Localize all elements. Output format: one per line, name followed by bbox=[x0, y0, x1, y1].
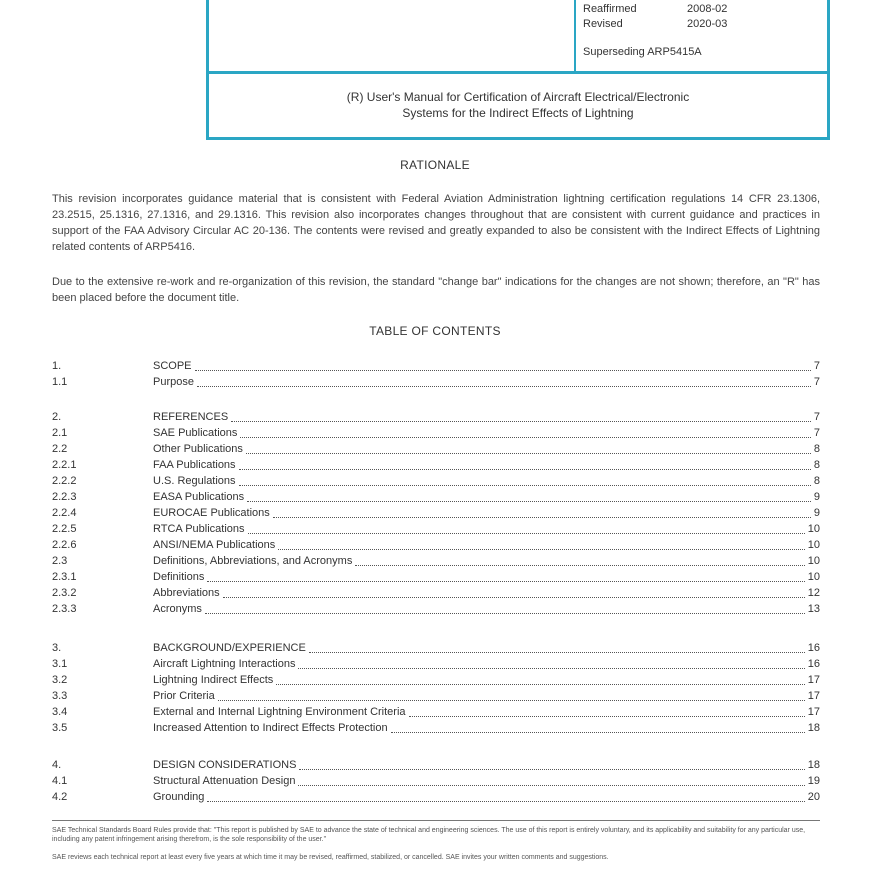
meta-value: 2020-03 bbox=[687, 18, 728, 30]
header-horizontal-divider bbox=[209, 71, 827, 74]
toc-entry[interactable] bbox=[52, 672, 820, 688]
toc-dot-leader bbox=[409, 716, 805, 717]
toc-dot-leader bbox=[218, 700, 805, 701]
toc-entry-number: 2.2 bbox=[52, 443, 68, 455]
toc-entry-number: 2.3.3 bbox=[52, 603, 77, 615]
toc-entry-title: FAA Publications bbox=[153, 459, 236, 471]
toc-entry-number: 3.2 bbox=[52, 674, 68, 686]
toc-entry-title: REFERENCES bbox=[153, 411, 229, 423]
toc-entry[interactable] bbox=[52, 585, 820, 601]
header-vertical-divider bbox=[574, 0, 576, 71]
toc-entry-title: Abbreviations bbox=[153, 587, 220, 599]
toc-entry[interactable] bbox=[52, 569, 820, 585]
toc-entry-page: 20 bbox=[807, 791, 820, 803]
toc-entry-title: DESIGN CONSIDERATIONS bbox=[153, 759, 297, 771]
toc-entry-page: 7 bbox=[813, 427, 820, 439]
toc-entry-page: 9 bbox=[813, 507, 820, 519]
toc-entry-page: 10 bbox=[807, 555, 820, 567]
toc-entry[interactable] bbox=[52, 773, 820, 789]
toc-entry-page: 12 bbox=[807, 587, 820, 599]
toc-entry-number: 3.1 bbox=[52, 658, 68, 670]
toc-entry-page: 7 bbox=[813, 376, 820, 388]
toc-entry-title: RTCA Publications bbox=[153, 523, 245, 535]
toc-entry-page: 17 bbox=[807, 706, 820, 718]
superseding-note: Superseding ARP5415A bbox=[583, 46, 702, 58]
toc-entry[interactable] bbox=[52, 473, 820, 489]
toc-entry-title: Structural Attenuation Design bbox=[153, 775, 296, 787]
toc-entry-page: 16 bbox=[807, 642, 820, 654]
toc-entry-number: 4.1 bbox=[52, 775, 68, 787]
rationale-paragraph-1: This revision incorporates guidance material that is consistent with Federal Aviation Administration lightning certification regulations 14 CFR 23.1306, 23.2515, 25.1316, 27.1316, and 29.1316. This revision also incorporates changes throughout that are consistent with current guidance and practices in support of the FAA Advisory Circular AC 20-136. The contents were revised and greatly expanded to also be consistent with the Indirect Effects of Lightning related contents of ARP5416. bbox=[52, 193, 820, 253]
toc-dot-leader bbox=[298, 668, 805, 669]
toc-dot-leader bbox=[391, 732, 805, 733]
toc-entry[interactable] bbox=[52, 656, 820, 672]
toc-entry-number: 2.2.3 bbox=[52, 491, 77, 503]
toc-entry-number: 2.1 bbox=[52, 427, 68, 439]
toc-entry-number: 3.3 bbox=[52, 690, 68, 702]
meta-row-revised bbox=[583, 17, 727, 32]
toc-entry-number: 1.1 bbox=[52, 376, 68, 388]
toc-entry-page: 7 bbox=[813, 411, 820, 423]
toc-dot-leader bbox=[247, 501, 811, 502]
toc-entry-page: 19 bbox=[807, 775, 820, 787]
toc-entry-page: 17 bbox=[807, 674, 820, 686]
toc-entry-page: 18 bbox=[807, 722, 820, 734]
toc-entry-title: Grounding bbox=[153, 791, 205, 803]
rationale-heading: RATIONALE bbox=[400, 158, 470, 172]
toc-dot-leader bbox=[273, 517, 811, 518]
document-title-line-2: Systems for the Indirect Effects of Lightning bbox=[402, 106, 634, 120]
meta-label: Revised bbox=[583, 18, 623, 30]
document-title-line-1: (R) User's Manual for Certification of Aircraft Electrical/Electronic bbox=[346, 90, 690, 104]
rationale-paragraph-2: Due to the extensive re-work and re-organization of this revision, the standard "change bar" indications for the changes are not shown; therefore, an "R" has been placed before the document title. bbox=[52, 276, 820, 304]
meta-value: 2008-02 bbox=[687, 3, 728, 15]
toc-entry[interactable] bbox=[52, 537, 820, 553]
toc-entry-page: 13 bbox=[807, 603, 820, 615]
toc-dot-leader bbox=[299, 769, 805, 770]
toc-entry-number: 2.2.5 bbox=[52, 523, 77, 535]
toc-entry[interactable] bbox=[52, 505, 820, 521]
toc-entry[interactable] bbox=[52, 489, 820, 505]
toc-entry-title: BACKGROUND/EXPERIENCE bbox=[153, 642, 306, 654]
toc-entry[interactable] bbox=[52, 457, 820, 473]
meta-row-reaffirmed bbox=[583, 2, 727, 17]
toc-entry-title: Acronyms bbox=[153, 603, 202, 615]
toc-dot-leader bbox=[246, 453, 811, 454]
toc-entry-page: 8 bbox=[813, 459, 820, 471]
toc-dot-leader bbox=[207, 581, 805, 582]
toc-entry-title: Definitions bbox=[153, 571, 205, 583]
toc-entry-number: 2.3.2 bbox=[52, 587, 77, 599]
document-header-box bbox=[206, 0, 830, 140]
toc-entry-number: 4.2 bbox=[52, 791, 68, 803]
meta-label: Reaffirmed bbox=[583, 3, 637, 15]
document-title bbox=[209, 89, 827, 121]
toc-entry[interactable] bbox=[52, 704, 820, 720]
toc-entry[interactable] bbox=[52, 409, 820, 425]
toc-dot-leader bbox=[278, 549, 805, 550]
toc-entry-page: 9 bbox=[813, 491, 820, 503]
toc-entry-title: Definitions, Abbreviations, and Acronyms bbox=[153, 555, 353, 567]
toc-entry-title: SAE Publications bbox=[153, 427, 238, 439]
toc-entry-number: 2. bbox=[52, 411, 62, 423]
toc-dot-leader bbox=[195, 370, 811, 371]
toc-dot-leader bbox=[355, 565, 805, 566]
toc-entry[interactable] bbox=[52, 688, 820, 704]
toc-heading: TABLE OF CONTENTS bbox=[369, 324, 501, 338]
toc-entry-number: 2.2.1 bbox=[52, 459, 77, 471]
toc-entry-title: Aircraft Lightning Interactions bbox=[153, 658, 296, 670]
toc-entry-page: 7 bbox=[813, 360, 820, 372]
footer-rule bbox=[52, 820, 820, 821]
toc-dot-leader bbox=[240, 437, 811, 438]
toc-dot-leader bbox=[276, 684, 805, 685]
toc-dot-leader bbox=[309, 652, 805, 653]
toc-entry-number: 2.2.2 bbox=[52, 475, 77, 487]
toc-entry-title: Prior Criteria bbox=[153, 690, 215, 702]
toc-dot-leader bbox=[239, 469, 811, 470]
toc-entry-number: 3.4 bbox=[52, 706, 68, 718]
footer-review-note: SAE reviews each technical report at least every five years at which time it may be revised, reaffirmed, stabilized, or cancelled. SAE invites your written comments and suggestions. bbox=[52, 854, 609, 861]
header-metadata bbox=[583, 2, 727, 58]
toc-entry-page: 16 bbox=[807, 658, 820, 670]
toc-entry-title: SCOPE bbox=[153, 360, 192, 372]
toc-dot-leader bbox=[197, 386, 811, 387]
toc-entry-title: External and Internal Lightning Environment Criteria bbox=[153, 706, 406, 718]
toc-entry-title: EUROCAE Publications bbox=[153, 507, 270, 519]
toc-entry-page: 17 bbox=[807, 690, 820, 702]
toc-entry-title: EASA Publications bbox=[153, 491, 245, 503]
toc-entry-title: Other Publications bbox=[153, 443, 243, 455]
toc-entry-title: U.S. Regulations bbox=[153, 475, 236, 487]
toc-entry[interactable] bbox=[52, 521, 820, 537]
toc-entry[interactable] bbox=[52, 789, 820, 805]
toc-entry-number: 2.2.4 bbox=[52, 507, 77, 519]
toc-entry[interactable] bbox=[52, 601, 820, 617]
toc-dot-leader bbox=[248, 533, 805, 534]
toc-entry[interactable] bbox=[52, 553, 820, 569]
toc-dot-leader bbox=[231, 421, 811, 422]
toc-entry[interactable] bbox=[52, 720, 820, 736]
toc-entry-page: 10 bbox=[807, 539, 820, 551]
toc-entry-page: 8 bbox=[813, 443, 820, 455]
toc-entry-title: Purpose bbox=[153, 376, 194, 388]
toc-entry-number: 2.3 bbox=[52, 555, 68, 567]
toc-dot-leader bbox=[239, 485, 811, 486]
toc-entry-page: 10 bbox=[807, 571, 820, 583]
toc-entry-page: 18 bbox=[807, 759, 820, 771]
toc-entry-page: 8 bbox=[813, 475, 820, 487]
toc-dot-leader bbox=[223, 597, 805, 598]
toc-entry[interactable] bbox=[52, 441, 820, 457]
toc-entry-title: Increased Attention to Indirect Effects Protection bbox=[153, 722, 388, 734]
toc-dot-leader bbox=[207, 801, 805, 802]
toc-entry-number: 2.2.6 bbox=[52, 539, 77, 551]
toc-entry-page: 10 bbox=[807, 523, 820, 535]
toc-entry[interactable] bbox=[52, 358, 820, 374]
toc-entry-number: 4. bbox=[52, 759, 62, 771]
toc-entry-number: 3.5 bbox=[52, 722, 68, 734]
toc-entry[interactable] bbox=[52, 640, 820, 656]
toc-entry-title: ANSI/NEMA Publications bbox=[153, 539, 276, 551]
toc-entry-title: Lightning Indirect Effects bbox=[153, 674, 274, 686]
toc-entry[interactable] bbox=[52, 757, 820, 773]
toc-entry-number: 1. bbox=[52, 360, 62, 372]
toc-entry-number: 2.3.1 bbox=[52, 571, 77, 583]
toc-entry[interactable] bbox=[52, 374, 820, 390]
toc-dot-leader bbox=[298, 785, 805, 786]
toc-entry[interactable] bbox=[52, 425, 820, 441]
footer-disclaimer: SAE Technical Standards Board Rules provide that: "This report is published by SAE to advance the state of technical and engineering sciences. The use of this report is entirely voluntary, and its applicability and suitability for any particular use, including any patent infringement arising therefrom, is the sole responsibility of the user." bbox=[52, 827, 806, 843]
toc-dot-leader bbox=[205, 613, 805, 614]
toc-entry-number: 3. bbox=[52, 642, 62, 654]
